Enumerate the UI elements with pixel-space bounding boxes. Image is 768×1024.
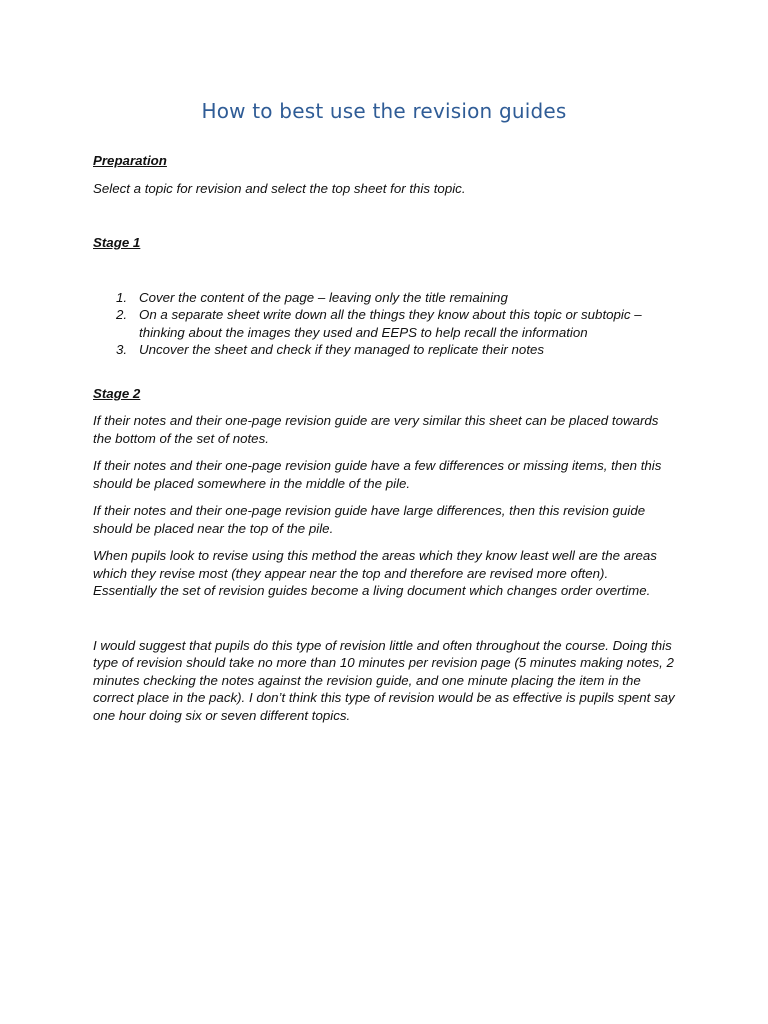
stage2-paragraph: If their notes and their one-page revision guide have a few differences or missing items, then this should be placed somewhere in the middle of the pile. bbox=[93, 458, 662, 491]
step-text: Cover the content of the page – leaving only the title remaining bbox=[139, 289, 508, 305]
document-body bbox=[93, 152, 675, 724]
list-item bbox=[93, 289, 675, 307]
step-text: On a separate sheet write down all the things they know about this topic or subtopic – thinking about the images they used and EEPS to help recall the information bbox=[139, 307, 642, 340]
step-text: Uncover the sheet and check if they managed to replicate their notes bbox=[139, 342, 545, 357]
stage2-paragraph: If their notes and their one-page revision guide have large differences, then this revision guide should be placed near the top of the pile. bbox=[93, 503, 646, 536]
document-title: How to best use the revision guides bbox=[201, 99, 567, 123]
stage1-steps bbox=[93, 289, 675, 359]
stage2-paragraph: If their notes and their one-page revision guide are very similar this sheet can be placed towards the bottom of the set of notes. bbox=[93, 413, 659, 446]
preparation-text: Select a topic for revision and select the top sheet for this topic. bbox=[93, 180, 466, 196]
list-item bbox=[93, 341, 675, 359]
closing-paragraph: I would suggest that pupils do this type of revision little and often throughout the course. Doing this type of revision should take no more than 10 minutes per revision page (5 minutes making notes, 2 minutes checking the notes against the revision guide, and one minute placing the item in the correct place in the pack). I don’t think this type of revision would be as effective is pupils spent say one hour doing six or seven different topics. bbox=[93, 637, 675, 723]
stage2-heading: Stage 2 bbox=[93, 385, 141, 401]
list-item bbox=[93, 306, 675, 341]
step-number: 1. bbox=[116, 289, 128, 305]
preparation-heading: Preparation bbox=[93, 153, 167, 168]
step-number: 2. bbox=[116, 307, 128, 322]
stage2-paragraph: When pupils look to revise using this method the areas which they know least well are the areas which they revise most (they appear near the top and therefore are revised more often). Essentially the set of revision guides become a living document which changes order overtime. bbox=[93, 548, 657, 598]
stage1-heading: Stage 1 bbox=[93, 235, 141, 250]
step-number: 3. bbox=[116, 342, 128, 357]
